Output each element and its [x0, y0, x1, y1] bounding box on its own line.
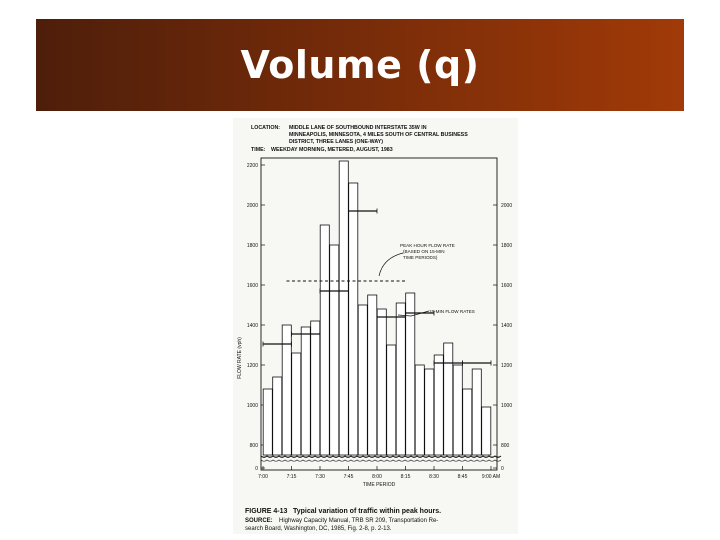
- y-tick-label-left: 1200: [246, 363, 258, 369]
- header-line-3: DISTRICT, THREE LANES (ONE-WAY): [289, 139, 383, 145]
- y-tick-label-right: 1800: [501, 243, 513, 249]
- header-line-2: MINNEAPOLIS, MINNESOTA, 4 MILES SOUTH OF CENTRAL BUSINESS: [289, 132, 468, 138]
- bar-5min: [358, 305, 367, 455]
- bar-5min: [330, 245, 339, 455]
- bar-5min: [463, 389, 472, 455]
- x-tick-label: 8:30: [429, 474, 439, 480]
- bar-5min: [453, 365, 462, 455]
- y-tick-label-left: 1800: [246, 243, 258, 249]
- annotation-peak-hour: PEAK HOUR FLOW RATE: [400, 243, 455, 248]
- y-tick-label-right: 1600: [501, 283, 513, 289]
- bar-5min: [320, 225, 329, 455]
- bar-5min: [396, 303, 405, 455]
- y-tick-label-right: 1000: [501, 403, 513, 409]
- x-tick-label: 8:15: [400, 474, 411, 480]
- figure-header: [251, 125, 468, 153]
- bar-5min: [263, 389, 272, 455]
- header-key-time: TIME:: [251, 147, 266, 153]
- header-key-location: LOCATION:: [251, 125, 281, 131]
- bar-5min: [387, 345, 396, 455]
- y-tick-label-left: 2000: [246, 203, 258, 209]
- bar-5min: [292, 353, 301, 455]
- y-tick-label-left: 800: [249, 443, 258, 449]
- y-tick-label-left: 1600: [246, 283, 258, 289]
- x-tick-label: 8:00: [372, 474, 382, 480]
- y-tick-label-left: 1400: [246, 323, 258, 329]
- header-line-4: WEEKDAY MORNING, METERED, AUGUST, 1983: [271, 147, 393, 153]
- title-bar: [36, 19, 684, 111]
- bar-5min: [349, 183, 358, 455]
- x-axis-label: TIME PERIOD: [362, 482, 396, 488]
- source-line-1: Highway Capacity Manual, TRB SR 209, Transportation Re-: [279, 518, 439, 524]
- source-label: SOURCE:: [245, 518, 273, 524]
- annotation-peak-hour-sub1: (BASED ON 15-MIN: [403, 249, 445, 254]
- figure-caption: [245, 508, 441, 532]
- x-tick-label: 8:45: [457, 474, 468, 480]
- bar-5min: [425, 369, 434, 455]
- bar-5min: [368, 295, 377, 455]
- y-tick-label-right: 1200: [501, 363, 513, 369]
- bar-5min: [482, 407, 491, 455]
- y-axis-label: FLOW RATE (vph): [237, 337, 243, 379]
- axis-break-upper: [261, 456, 501, 457]
- y-tick-label-left: 0: [255, 466, 258, 472]
- slide-title: Volume (q): [240, 43, 480, 87]
- annotation-15min: 15-MIN FLOW RATES: [429, 309, 475, 314]
- annotation-peak-hour-leader: [379, 253, 403, 276]
- bar-5min: [415, 365, 424, 455]
- bar-5min: [434, 355, 443, 455]
- caption-title: Typical variation of traffic within peak hours.: [293, 508, 442, 515]
- y-tick-label-right: 1400: [501, 323, 513, 329]
- flow-rate-chart: [237, 158, 512, 488]
- figure-panel: [233, 118, 518, 534]
- x-tick-label: 7:00: [258, 474, 268, 480]
- bar-5min: [472, 369, 481, 455]
- caption-number: FIGURE 4-13: [245, 508, 288, 515]
- y-tick-label-left: 2200: [246, 163, 258, 169]
- axis-break-lower: [261, 460, 501, 461]
- y-tick-label-left: 1000: [246, 403, 258, 409]
- bar-5min: [311, 321, 320, 455]
- x-tick-label: 7:45: [343, 474, 354, 480]
- x-tick-label: 7:30: [315, 474, 325, 480]
- bar-5min: [339, 161, 348, 455]
- x-tick-label: 9:00 AM: [481, 474, 501, 480]
- y-tick-label-right: 0: [501, 466, 504, 472]
- source-line-2: search Board, Washington, DC, 1985, Fig. 2-8, p. 2-13.: [245, 526, 392, 532]
- header-line-1: MIDDLE LANE OF SOUTHBOUND INTERSTATE 35W IN: [289, 125, 427, 131]
- bar-5min: [444, 343, 453, 455]
- y-tick-label-right: 2000: [501, 203, 513, 209]
- bar-5min: [301, 327, 310, 455]
- figure-svg: [233, 118, 518, 534]
- x-tick-label: 7:15: [286, 474, 297, 480]
- annotation-peak-hour-sub2: TIME PERIODS): [403, 255, 438, 260]
- y-tick-label-right: 800: [501, 443, 510, 449]
- bar-5min: [377, 309, 386, 455]
- bar-5min: [273, 377, 282, 455]
- bar-5min: [406, 293, 415, 455]
